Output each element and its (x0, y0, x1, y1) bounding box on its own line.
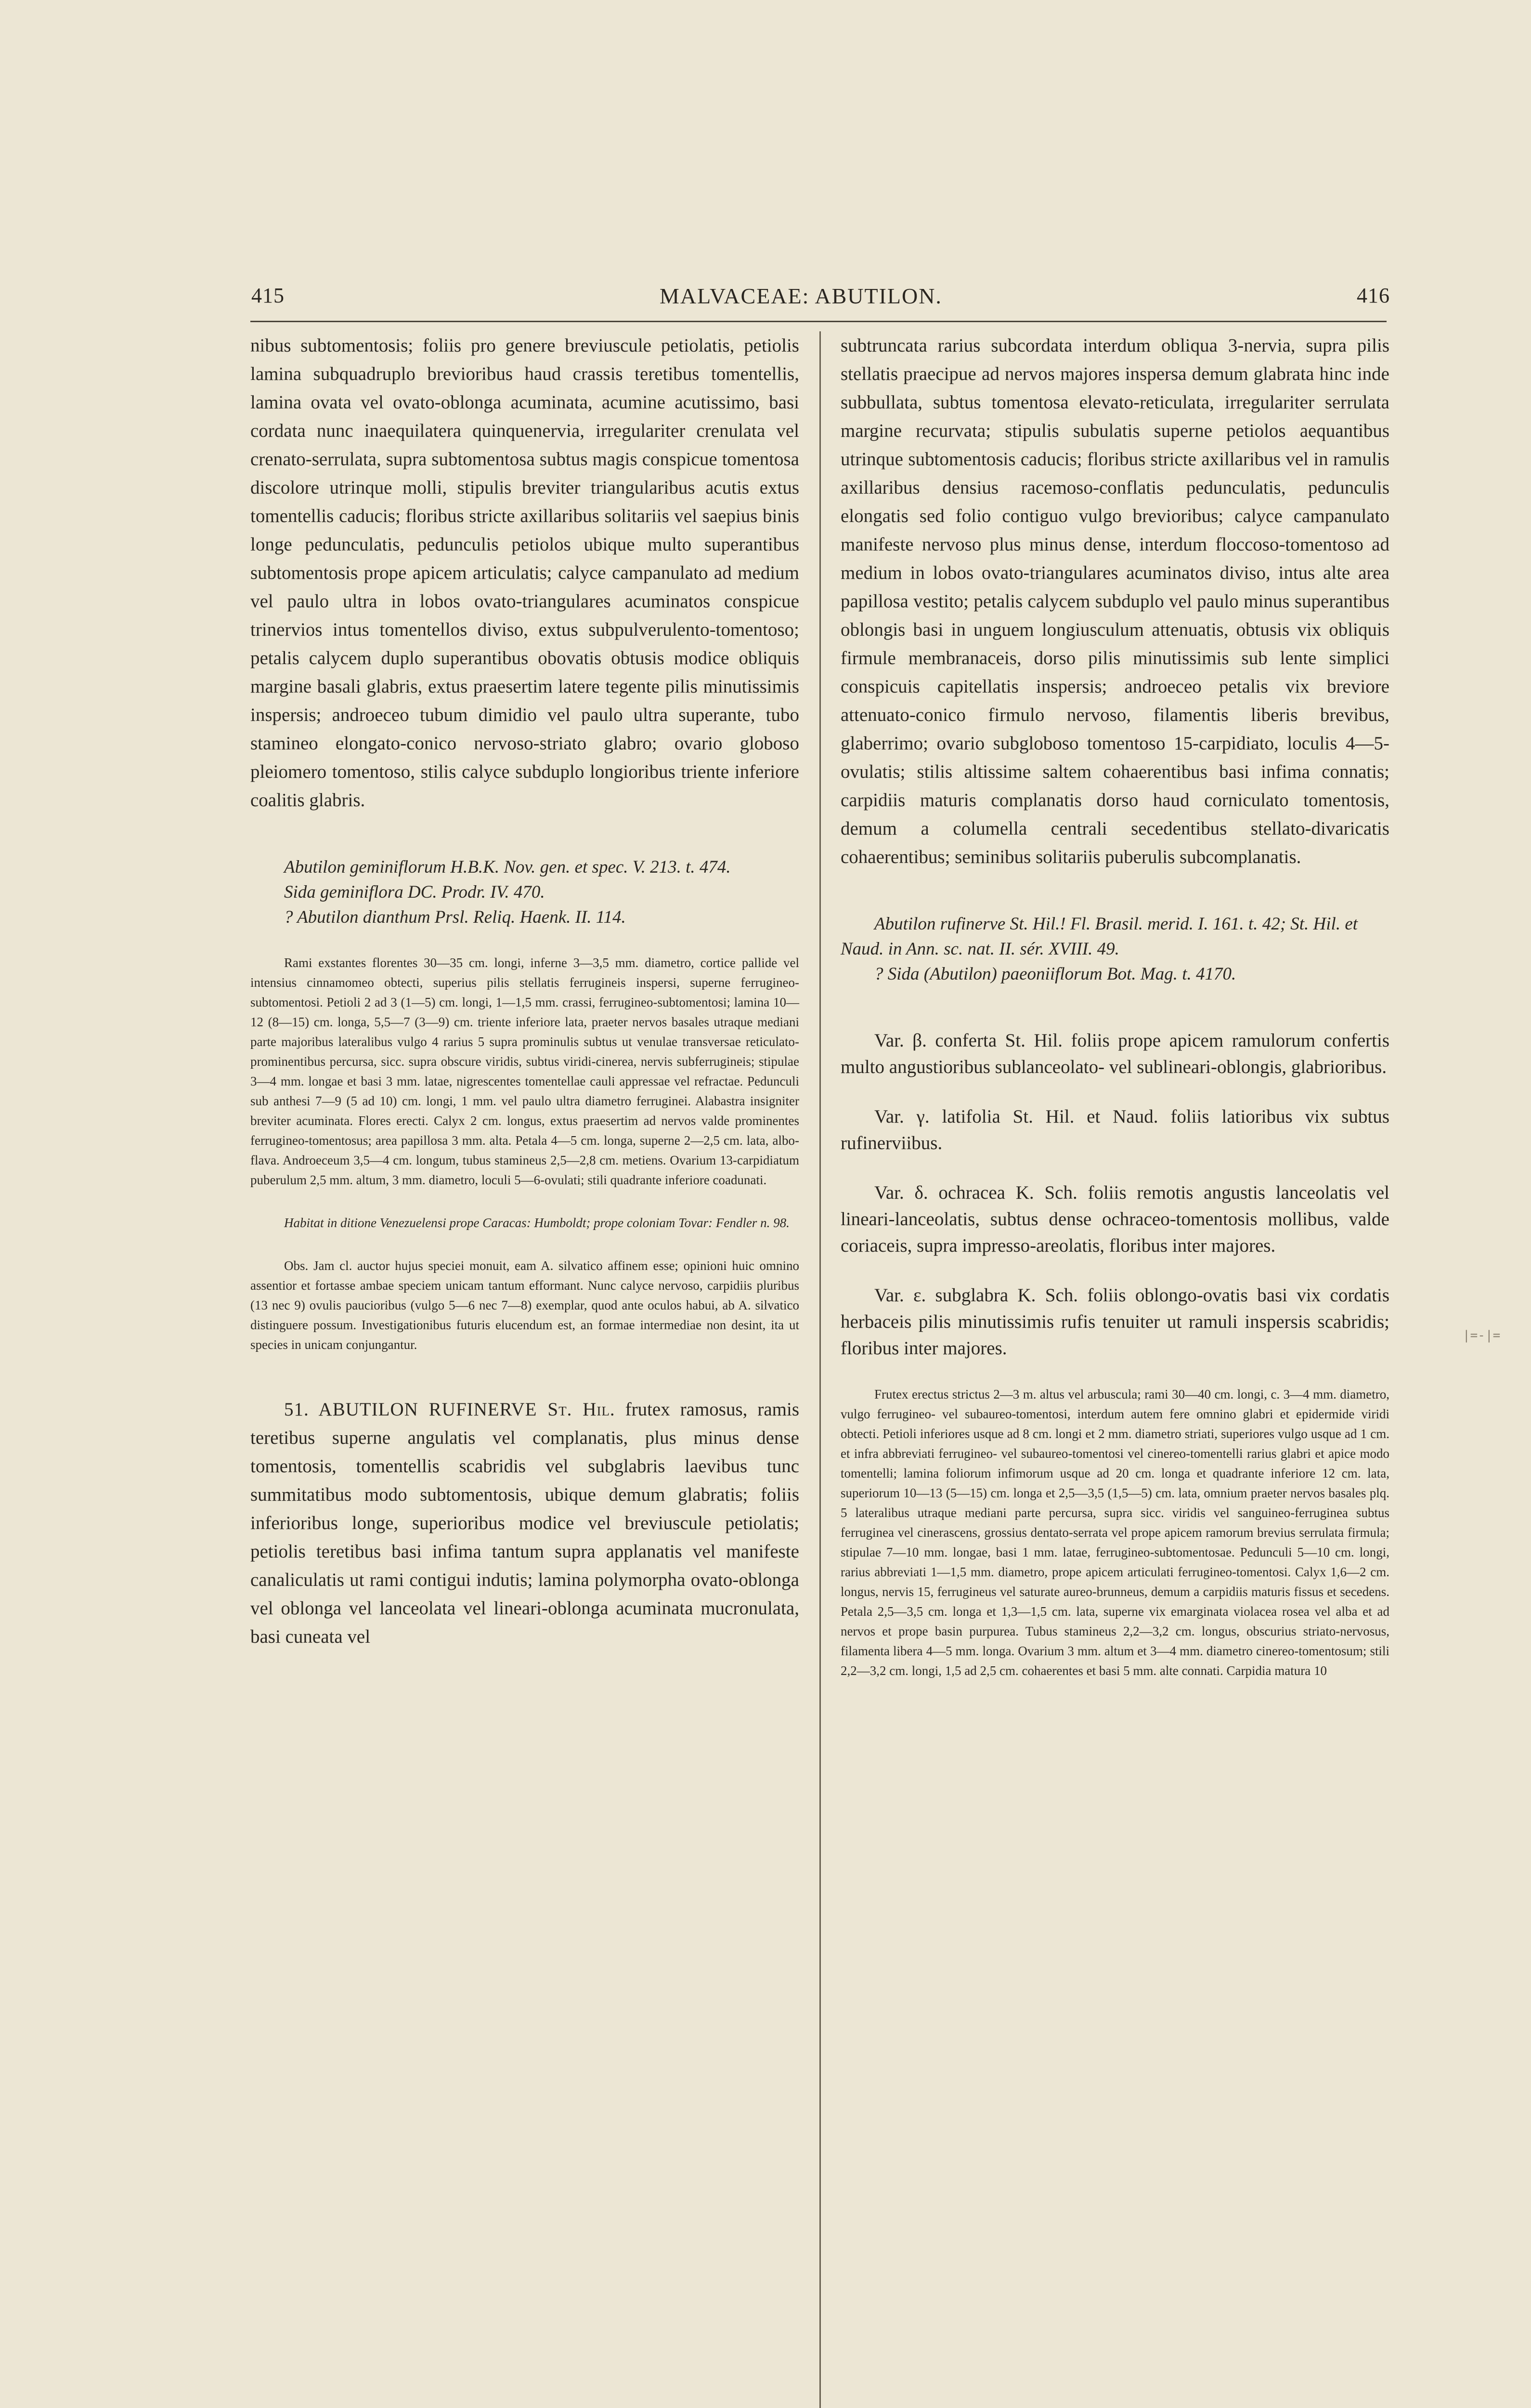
synonymy-block (250, 855, 799, 930)
detailed-description: Rami exstantes florentes 30—35 cm. longi, inferne 3—3,5 mm. diametro, cortice pallide vel intensius cinnamomeo obtecti, superius pilis stellatis ferrugineis inspersi, superne ferrugineo-subtomentosi. Petioli 2 ad 3 (1—5) cm. longi, 1—1,5 mm. crassi, ferrugineo-subtomentosi; lamina 10—12 (8—15) cm. longa, 5,5—7 (3—9) cm. triente inferiore lata, praeter nervos basales utraque mediani parte majoribus lateralibus vulgo 4 rarius 5 supra prominulis subtus ut venulae transversae reticulato-prominentibus percursa, sicc. supra obscure viridis, subtus viridi-cinerea, nervis subferrugineis; stipulae 3—4 mm. longae et basi 3 mm. latae, nigrescentes tomentellae cauli appressae vel refractae. Pedunculi sub anthesi 7—9 (5 ad 10) cm. longi, 1 mm. vel paulo ultra diametro ferruginei. Alabastra insigniter breviter acuminata. Flores erecti. Calyx 2 cm. longus, extus praesertim ad nervos valde prominentes ferrugineo-tomentosus; area papillosa 3 mm. alta. Petala 4—5 cm. longa, superne 2—2,5 cm. lata, albo-flava. Androeceum 3,5—4 cm. longum, tubus stamineus 2,5—2,8 cm. metiens. Ovarium 13-carpidiatum puberulum 2,5 mm. altum, 3 mm. diametro, loculi 5—6-ovulati; stili quadrante inferiore coadunati. (250, 955, 799, 1187)
synonym-entry: Sida geminiflora DC. Prodr. IV. 470. (284, 882, 545, 902)
habitat-note: Habitat in ditione Venezuelensi prope Caracas: Humboldt; prope coloniam Tovar: Fendler n. 98. (284, 1216, 790, 1230)
running-header (0, 283, 1531, 312)
species-entry (250, 1395, 799, 1651)
variety-entry: Var. β. conferta St. Hil. foliis prope apicem ramulorum confertis multo angustioribus sublanceolato- vel sublineari-oblongis, glabrioribus. (841, 1030, 1389, 1077)
variety-entry: Var. ε. subglabra K. Sch. foliis oblongo-ovatis basi vix cordatis herbaceis pilis minutissimis rufis tenuiter ut ramuli inspersis scabridis; floribus inter majores. (841, 1285, 1389, 1359)
varieties-block (841, 1027, 1389, 1361)
species-description-continued: nibus subtomentosis; foliis pro genere breviuscule petiolatis, petiolis lamina subquadruplo brevioribus haud crassis teretibus tomentellis, lamina ovata vel ovato-oblonga acuminata, acumine acutissimo, basi cordata nunc inaequilatera quinquenervia, irregulariter crenulata vel crenato-serrulata, supra subtomentosa subtus magis conspicue tomentosa discolore utrinque molli, stipulis breviter triangularibus acutis extus tomentellis caducis; floribus stricte axillaribus solitariis vel saepius binis longe pedunculatis, pedunculis petiolos ubique multo superantibus subtomentosis prope apicem articulatis; calyce campanulato ad medium vel paulo ultra in lobos ovato-triangulares acuminatos conspicue trinervios intus tomentellos diviso, extus subpulverulento-tomentoso; petalis calycem duplo superantibus obovatis obtusis modice obliquis margine basali glabris, extus praesertim latere tegente pilis minutissimis inspersis; androeceo tubum dimidio vel paulo ultra superante, tubo stamineo elongato-conico nervoso-striato glabro; ovario globoso pleiomero tomentoso, stilis calyce subduplo longioribus triente inferiore coalitis glabris. (250, 335, 799, 811)
observation-note: Obs. Jam cl. auctor hujus speciei monuit, eam A. silvatico affinem esse; opinioni huic omnino assentior et fortasse ambae speciem unicam tantum efformant. Nunc calyce nervoso, carpidiis pluribus (13 nec 9) ovulis paucioribus (vulgo 5—6 nec 7—8) exemplar, quod ante oculos habui, ab A. silvatico distinguere possum. Investigationibus futuris elucendum est, an formae intermediae non desint, ita ut species in unicam conjungantur. (250, 1258, 799, 1352)
variety-entry: Var. δ. ochracea K. Sch. foliis remotis angustis lanceolatis vel lineari-lanceolatis, subtus dense ochraceo-tomentosis mollibus, valde coriaceis, supra impresso-areolatis, floribus inter majores. (841, 1182, 1389, 1256)
synonym-entry: Abutilon geminiflorum H.B.K. Nov. gen. et spec. V. 213. t. 474. (284, 857, 731, 877)
page-number-right: 416 (1357, 284, 1390, 307)
left-column (250, 331, 799, 1651)
synonym-entry: ? Abutilon dianthum Prsl. Reliq. Haenk. II. 114. (284, 907, 626, 927)
variety-entry: Var. γ. latifolia St. Hil. et Naud. foliis latioribus vix subtus rufinerviibus. (841, 1106, 1389, 1153)
running-title: MALVACEAE: ABUTILON. (660, 284, 942, 308)
species-diagnosis: frutex ramosus, ramis teretibus superne angulatis vel complanatis, plus minus dense tomentosis, tomentellis scabridis vel subglabris laevibus tunc summitatibus modo subtomentosis, ubique demum glabratis; foliis inferioribus longe, superioribus modice vel breviuscule petiolatis; petiolis teretibus basi infima tantum supra applanatis vel manifeste canaliculatis ut rami contigui indutis; lamina polymorpha ovato-oblonga vel oblonga vel lanceolata vel lineari-oblonga acuminata mucronulata, basi cuneata vel (250, 1399, 799, 1647)
species-heading: 51. ABUTILON RUFINERVE St. Hil. (284, 1399, 615, 1420)
species-description: subtruncata rarius subcordata interdum obliqua 3-nervia, supra pilis stellatis praecipue ad nervos majores inspersa demum glabrata hinc inde subbullata, subtus tomentosa elevato-reticulata, irregulariter serrulata margine recurvata; stipulis subulatis superne petiolos aequantibus utrinque subtomentosis caducis; floribus stricte axillaribus vel in ramulis axillaribus densius racemoso-conflatis pedunculatis, pedunculis elongatis sed folio contiguo vulgo brevioribus; calyce campanulato manifeste nervoso plus minus dense, interdum floccoso-tomentoso ad medium in lobos ovato-triangulares acuminatos diviso, intus alte area papillosa vestito; petalis calycem subduplo vel paulo minus superantibus oblongis basi in unguem longiusculum attenuatis, obtusis vix obliquis firmule membranaceis, dorso pilis minutissimis sub lente simplici conspicuis capitellatis inspersis; androeceo petalis vix breviore attenuato-conico firmulo nervoso, filamentis liberis brevibus, glaberrimo; ovario subgloboso tomentoso 15-carpidiato, loculis 4—5-ovulatis; stilis altissime saltem cohaerentibus basi infima connatis; carpidiis maturis complanatis dorso haud corniculato tomentosis, demum a columella centrali secedentibus stellato-divaricatis cohaerentibus; seminibus solitariis puberulis subcomplanatis. (841, 335, 1389, 867)
header-rule (250, 321, 1387, 322)
synonymy-block (841, 912, 1389, 987)
detailed-description: Frutex erectus strictus 2—3 m. altus vel arbuscula; rami 30—40 cm. longi, c. 3—4 mm. diametro, vulgo ferrugineo- vel subaureo-tomentosi, interdum autem fere omnino glabri et epidermide viridi obtecti. Petioli inferiores usque ad 8 cm. longi et 2 mm. diametro striati, superiores vulgo usque ad 1 cm. et infra abbreviati ferrugineo- vel subaureo-tomentosi vel cinereo-tomentelli rarius glabri et apice modo tomentelli; lamina foliorum infimorum usque ad 20 cm. longa et quadrante inferiore 12 cm. lata, superiorum 10—13 (5—15) cm. longa et 2,5—3,5 (1,5—5) cm. lata, omnium praeter nervos basales plq. 5 lateralibus utraque mediani parte percursa, supra sicc. viridis vel sanguineo-ferruginea subtus ferruginea vel cinerascens, grossius dentato-serrata vel prope apicem ramorum brevius serrulata firmula; stipulae 7—10 mm. longae, basi 1 mm. latae, ferrugineo-subtomentosae. Pedunculi 5—10 cm. longi, rarius abbreviati 1—1,5 mm. diametro, prope apicem articulati ferrugineo-tomentosi. Calyx 1,6—2 cm. longus, nervis 15, ferrugineus vel saturate aureo-brunneus, demum a carpidiis maturis fissus et secedens. Petala 2,5—3,5 cm. longa et 1,3—1,5 cm. lata, superne vix emarginata violacea rosea vel alba et ad nervos et prope basin purpurea. Tubus stamineus 2,2—3,2 cm. longus, obscurius striato-nervosus, filamenta libera 4—5 mm. longa. Ovarium 3 mm. altum et 3—4 mm. diametro cinereo-tomentosum; stili 2,2—3,2 cm. longi, 1,5 ad 2,5 cm. cohaerentes et basi 5 mm. alte connati. Carpidia matura 10 (841, 1387, 1389, 1678)
page-number-left: 415 (251, 284, 285, 307)
synonym-entry: Abutilon rufinerve St. Hil.! Fl. Brasil. merid. I. 161. t. 42; St. Hil. et Naud. in Ann. sc. nat. II. sér. XVIII. 49. (841, 914, 1358, 959)
right-column (841, 331, 1389, 1681)
synonym-entry: ? Sida (Abutilon) paeoniiflorum Bot. Mag. t. 4170. (874, 964, 1236, 984)
column-divider (819, 331, 821, 2408)
margin-mark: |=-|= (1463, 1328, 1501, 1343)
